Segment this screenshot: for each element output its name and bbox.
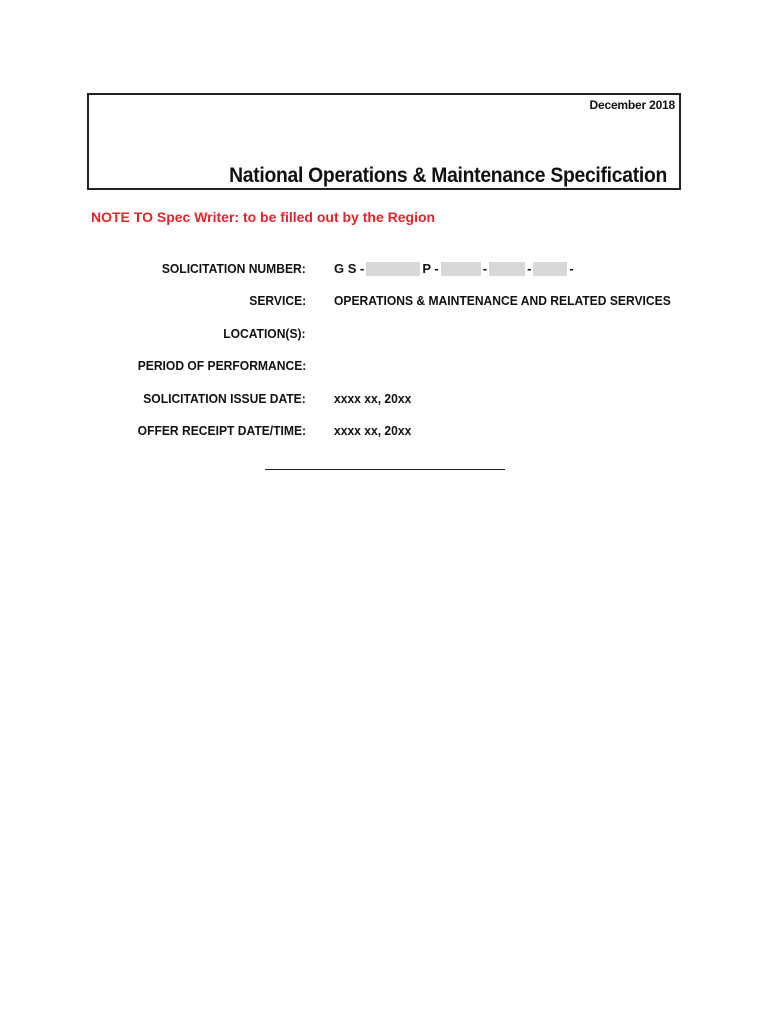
- service-label: SERVICE:: [249, 293, 306, 308]
- offer-receipt-value: xxxx xx, 20xx: [334, 423, 412, 438]
- solicitation-dash-3: -: [569, 261, 574, 276]
- solicitation-p: P -: [422, 261, 439, 276]
- solicitation-blank-2[interactable]: [441, 262, 481, 276]
- solicitation-number-row: [0, 261, 770, 279]
- period-row: [0, 358, 770, 376]
- divider-line: [265, 469, 505, 470]
- issue-date-label: SOLICITATION ISSUE DATE:: [143, 391, 306, 406]
- solicitation-prefix: G S -: [334, 261, 365, 276]
- document-date: December 2018: [589, 98, 675, 112]
- locations-row: [0, 326, 770, 344]
- solicitation-blank-3[interactable]: [489, 262, 525, 276]
- solicitation-dash-2: -: [527, 261, 532, 276]
- locations-label: LOCATION(S):: [223, 326, 306, 341]
- issue-date-row: [0, 391, 770, 409]
- solicitation-blank-4[interactable]: [533, 262, 567, 276]
- spec-writer-note: NOTE TO Spec Writer: to be filled out by the Region: [91, 209, 436, 225]
- offer-receipt-row: [0, 423, 770, 441]
- document-title: National Operations & Maintenance Specification: [229, 164, 667, 187]
- solicitation-dash-1: -: [482, 261, 488, 276]
- solicitation-number-label: SOLICITATION NUMBER:: [162, 261, 306, 276]
- solicitation-number-value: [334, 261, 574, 276]
- issue-date-value: xxxx xx, 20xx: [334, 391, 412, 406]
- header-box: [87, 93, 681, 190]
- service-row: [0, 293, 770, 311]
- period-label: PERIOD OF PERFORMANCE:: [137, 358, 306, 373]
- service-value: OPERATIONS & MAINTENANCE AND RELATED SERVICES: [334, 293, 671, 308]
- solicitation-blank-1[interactable]: [366, 262, 420, 276]
- offer-receipt-label: OFFER RECEIPT DATE/TIME:: [137, 423, 306, 438]
